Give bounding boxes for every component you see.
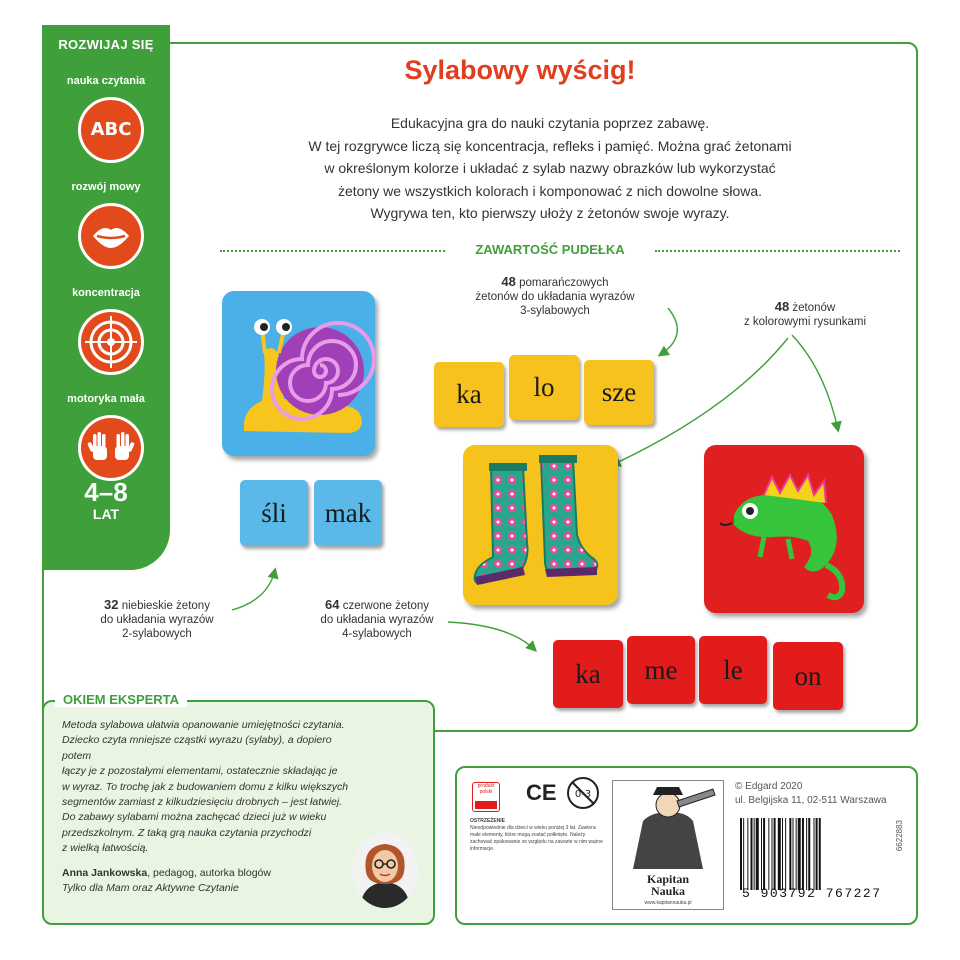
red-tile: le [699,636,767,704]
expert-line: przedszkolnym. Z taką grą nauka czytania przychodzi [62,826,312,839]
age-number: 4–8 [84,477,128,507]
expert-line: Do zabawy sylabami można zachęcać dzieci już w wieku [62,811,327,824]
age-unit: LAT [92,506,120,522]
expert-author [62,866,362,896]
skill-label: motoryka mała [67,393,145,405]
description-line: w określonym kolorze i układać z sylab nazwy obrazków lub wykorzystać [324,160,776,176]
author-name: Anna Jankowska [62,867,148,879]
note-line: niebieskie żetony [121,600,210,612]
barcode-bar [785,818,786,890]
warning-title: OSTRZEŻENIE [470,818,506,824]
note-line: pomarańczowych [519,277,609,289]
note-line: żetonów do układania wyrazów [475,291,635,303]
author-role: , pedagog, autorka blogów [147,867,271,879]
barcode-bar [816,818,818,890]
address: ul. Belgijska 11, 02-511 Warszawa [735,795,887,806]
expert-line: łączy je z pozostałymi elementami, ostatecznie składając je [62,765,338,778]
ce-mark: CE [526,780,557,805]
svg-text:0-3: 0-3 [574,789,592,800]
orange-tile: lo [509,355,579,420]
description-line: Wygrywa ten, kto pierwszy ułoży z żetonów swoje wyrazy. [370,205,730,221]
note-line: 4-sylabowych [342,628,412,640]
blue-tile: mak [314,480,382,546]
snail-icon [222,291,375,456]
barcode-bar [761,818,762,890]
note-count: 48 [501,274,516,289]
description-line: Edukacyjna gra do nauki czytania poprzez zabawę. [390,115,710,131]
note-line: z kolorowymi rysunkami [743,316,867,328]
chameleon-card [704,445,864,613]
skill-label: nauka czytania [66,75,146,87]
expert-line: Dziecko czyta mniejsze cząstki wyrazu (sylaby), a dopiero potem [62,734,332,762]
badge-text: produkt polski [477,783,495,795]
publisher-line2: Nauka [650,884,685,898]
barcode-bar [743,818,744,890]
skill-label: rozwój mowy [71,181,141,193]
expert-line: segmentów zamiast z kilkudziesięciu drobnych – jest łatwiej. [62,796,343,809]
publisher-line1: Kapitan [646,872,689,886]
warning [470,818,605,853]
barcode-bar [763,818,765,890]
barcode-bar [798,818,801,890]
note-line: żetonów [792,302,836,314]
note-line: 2-sylabowych [122,628,192,640]
expert-title: OKIEM EKSPERTA [55,692,187,707]
boots-icon [463,445,618,605]
note-line: 3-sylabowych [520,305,590,317]
snail-card [222,291,375,456]
barcode-bar [756,818,759,890]
barcode-bar [808,818,810,890]
description-line: W tej rozgrywce liczą się koncentracja, refleks i pamięć. Można grać żetonami [308,137,792,154]
barcode-bar [806,818,807,890]
barcode-bar [793,818,794,890]
boots-card [463,445,618,605]
orange-tile: sze [584,360,654,425]
author-blogs: Tylko dla Mam oraz Aktywne Czytanie [62,882,239,894]
barcode-bar [768,818,769,890]
blue-tile: śli [240,480,308,546]
expert-text [62,718,362,857]
note-count: 64 [325,597,340,612]
barcode-bar [778,818,781,890]
abc-glyph: ABC [90,119,132,140]
barcode-bar [772,818,773,890]
copyright-block [735,780,915,808]
copyright: © Edgard 2020 [735,781,803,792]
expert-line: Metoda sylabowa ułatwia opanowanie umiejętności czytania. [62,719,345,731]
note-line: czerwone żetony [342,600,429,612]
note-count: 48 [774,299,790,314]
barcode-bar [819,818,821,890]
barcode-bar [789,818,791,890]
note-line: do układania wyrazów [320,614,434,626]
warning-text: Nieodpowiednie dla dzieci w wieku poniżej 3 lat. Zawiera małe elementy, które mogą zostać połknięte. Należy zachować opakowanie ze względu na zawarte w nim ważne informacje. [470,825,603,852]
barcode-bar [754,818,755,890]
red-tile: ka [553,640,623,708]
expert-line: z wielką łatwością. [62,842,149,855]
barcode-number: 5 903792 767227 [742,886,882,901]
skill-label: koncentracja [72,287,140,299]
expert-line: w wyraz. To trochę jak z budowaniem domu z kilku większych [62,780,349,793]
flag-icon [475,801,497,809]
barcode-bar [796,818,797,890]
age-warning-icon [565,775,601,816]
barcode-bar [751,818,753,890]
sidebar-heading: ROZWIJAJ SIĘ [58,37,154,52]
barcode-bar [802,818,804,890]
barcode-bar [774,818,776,890]
note-count: 32 [104,597,119,612]
note-line: do układania wyrazów [100,614,214,626]
barcode-bar [814,818,815,890]
polish-product-badge [472,782,500,812]
description-line: żetony we wszystkich kolorach i komponować z nich dowolne słowa. [337,182,763,199]
author-photo [352,832,418,908]
orange-tile: ka [434,362,504,427]
red-tile: me [627,636,695,704]
barcode [738,818,888,890]
publisher-url: www.kapitannauka.pl [644,900,692,906]
barcode-bar [747,818,748,890]
barcode-bar [782,818,783,890]
barcode-bar [740,818,742,890]
chameleon-icon [704,445,864,613]
contents-heading-text: ZAWARTOŚĆ PUDEŁKA [475,242,625,257]
product-code: 6622883 [895,820,904,852]
page-title: Sylabowy wyścig! [404,55,636,85]
captain-icon [613,781,723,873]
publisher-logo [612,780,724,910]
red-tile: on [773,642,843,710]
